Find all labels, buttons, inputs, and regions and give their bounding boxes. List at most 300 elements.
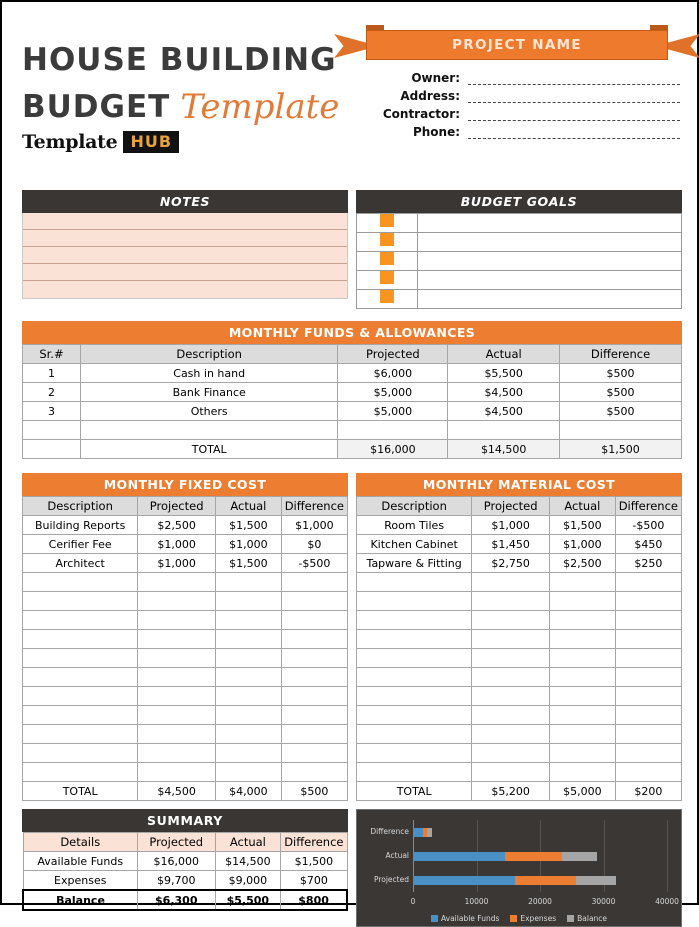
cell-description[interactable]: Room Tiles [357, 516, 472, 535]
cell-difference[interactable] [281, 668, 347, 687]
field-owner-label: Owner: [411, 71, 460, 85]
total-actual: $5,000 [550, 782, 616, 801]
cell-actual[interactable] [550, 649, 616, 668]
cell-description[interactable] [357, 725, 472, 744]
table-row-blank[interactable] [357, 706, 682, 725]
cell-projected[interactable] [472, 611, 550, 630]
table-row-blank[interactable] [23, 744, 348, 763]
cell-description[interactable] [23, 687, 138, 706]
cell-difference[interactable]: $1,000 [281, 516, 347, 535]
cell-projected[interactable] [138, 744, 216, 763]
cell-actual[interactable]: $4,500 [448, 402, 560, 421]
cell-actual[interactable]: $5,500 [448, 364, 560, 383]
table-row-blank[interactable] [23, 611, 348, 630]
cell-description[interactable] [23, 649, 138, 668]
budget-goals-title: BUDGET GOALS [356, 190, 682, 213]
notes-row[interactable] [23, 247, 347, 264]
cell-projected: $9,700 [138, 871, 216, 891]
cell-description[interactable]: Bank Finance [80, 383, 338, 402]
table-row[interactable] [23, 383, 682, 402]
chart-legend-label: Available Funds [440, 914, 500, 923]
col-header-difference: Difference [615, 497, 681, 516]
col-header-details: Details [23, 833, 138, 852]
summary-header-row [23, 833, 347, 852]
cell-description[interactable]: Tapware & Fitting [357, 554, 472, 573]
cell-actual[interactable] [216, 573, 282, 592]
chart-bar-segment [427, 828, 432, 837]
chart-legend-swatch [431, 915, 438, 922]
chart-bar-segment [413, 828, 423, 837]
table-row-blank[interactable] [357, 630, 682, 649]
chart-legend-swatch [510, 915, 517, 922]
cell-actual[interactable] [550, 763, 616, 782]
cell-difference[interactable] [615, 668, 681, 687]
cell-description[interactable]: Architect [23, 554, 138, 573]
goal-text-cell[interactable] [418, 214, 682, 233]
fixed-cost-total-row [23, 782, 348, 801]
budget-bar-chart [356, 809, 682, 927]
col-header-projected: Projected [472, 497, 550, 516]
cell-projected[interactable] [472, 725, 550, 744]
goal-text-cell[interactable] [418, 252, 682, 271]
cell-description[interactable] [357, 573, 472, 592]
cell-projected[interactable]: $5,000 [338, 383, 448, 402]
table-row[interactable] [357, 535, 682, 554]
project-info-block [352, 20, 682, 139]
cell-projected[interactable] [472, 706, 550, 725]
cell-description[interactable] [23, 592, 138, 611]
cell-projected[interactable] [138, 611, 216, 630]
table-row-blank[interactable] [357, 573, 682, 592]
total-projected: $5,200 [472, 782, 550, 801]
table-row-blank[interactable] [23, 725, 348, 744]
cell-difference[interactable]: -$500 [615, 516, 681, 535]
field-owner-input[interactable] [468, 72, 680, 85]
cell-projected[interactable] [138, 763, 216, 782]
cell-actual[interactable]: $1,500 [216, 516, 282, 535]
cell-description[interactable]: Cerifier Fee [23, 535, 138, 554]
notes-section [22, 190, 348, 309]
goal-checkbox-cell[interactable] [357, 271, 418, 290]
table-row[interactable] [23, 402, 682, 421]
checkbox-icon[interactable] [380, 252, 394, 265]
table-row-blank[interactable] [23, 706, 348, 725]
cell-difference[interactable] [281, 630, 347, 649]
cell-projected[interactable] [138, 706, 216, 725]
chart-legend-item [510, 914, 556, 923]
cell-difference[interactable]: $500 [560, 402, 682, 421]
col-header-actual: Actual [448, 345, 560, 364]
table-row[interactable] [357, 516, 682, 535]
cell-difference[interactable]: -$500 [281, 554, 347, 573]
chart-gridline [667, 820, 668, 892]
fixed-cost-section [22, 473, 348, 801]
cell-difference[interactable] [281, 725, 347, 744]
cell-projected[interactable]: $2,750 [472, 554, 550, 573]
goal-checkbox-cell[interactable] [357, 290, 418, 309]
cell-difference[interactable] [615, 763, 681, 782]
field-contractor-label: Contractor: [382, 107, 460, 121]
field-phone-input[interactable] [468, 126, 680, 139]
cell-actual[interactable]: $1,500 [550, 516, 616, 535]
chart-legend-item [567, 914, 607, 923]
cell-actual: $14,500 [215, 852, 281, 871]
table-row-blank[interactable] [357, 649, 682, 668]
cell-actual[interactable]: $2,500 [550, 554, 616, 573]
cell-actual[interactable] [216, 668, 282, 687]
cell-difference[interactable]: $500 [560, 383, 682, 402]
cell-difference[interactable] [281, 744, 347, 763]
cell-projected[interactable] [472, 592, 550, 611]
table-row-blank[interactable] [23, 763, 348, 782]
cell-projected: $16,000 [138, 852, 216, 871]
cell-description[interactable]: Others [80, 402, 338, 421]
table-row-blank[interactable] [23, 649, 348, 668]
cell-projected[interactable]: $1,450 [472, 535, 550, 554]
cell-projected[interactable]: $1,000 [138, 554, 216, 573]
chart-category-label: Difference [370, 827, 409, 836]
funds-section [22, 321, 682, 459]
col-header-projected: Projected [338, 345, 448, 364]
checkbox-icon[interactable] [380, 290, 394, 303]
chart-bar-segment [562, 852, 597, 861]
summary-chart-row [22, 809, 682, 927]
cell-actual: $5,500 [215, 890, 281, 910]
cell-difference[interactable] [281, 649, 347, 668]
cell-actual[interactable] [216, 649, 282, 668]
cell-projected[interactable] [138, 687, 216, 706]
chart-x-tick-label: 40000 [655, 897, 679, 906]
cell-difference[interactable] [615, 611, 681, 630]
field-address-label: Address: [400, 89, 460, 103]
cell-difference[interactable] [281, 763, 347, 782]
summary-row-balance [23, 890, 347, 910]
cell-difference[interactable] [615, 630, 681, 649]
template-hub-logo [22, 131, 179, 153]
cell-actual[interactable] [550, 687, 616, 706]
funds-header-row [23, 345, 682, 364]
cell-description[interactable] [80, 421, 338, 440]
table-row-blank[interactable] [357, 668, 682, 687]
table-row-blank[interactable] [357, 763, 682, 782]
cell-description[interactable] [23, 668, 138, 687]
goal-checkbox-cell[interactable] [357, 233, 418, 252]
cell-difference[interactable] [281, 706, 347, 725]
funds-title: MONTHLY FUNDS & ALLOWANCES [22, 321, 682, 344]
cell-projected[interactable]: $2,500 [138, 516, 216, 535]
goal-text-cell[interactable] [418, 271, 682, 290]
cell-difference[interactable]: $250 [615, 554, 681, 573]
chart-bar-segment [505, 852, 562, 861]
project-fields [352, 67, 682, 139]
cell-description[interactable] [357, 649, 472, 668]
table-row-blank[interactable] [23, 687, 348, 706]
notes-row[interactable] [23, 264, 347, 281]
cell-difference[interactable] [615, 573, 681, 592]
cell-actual[interactable] [216, 725, 282, 744]
cell-actual[interactable] [550, 573, 616, 592]
cell-description[interactable] [357, 592, 472, 611]
cell-description[interactable] [23, 744, 138, 763]
chart-bar-segment [515, 876, 577, 885]
chart-x-tick-label: 10000 [464, 897, 489, 906]
cell-sr[interactable]: 2 [23, 383, 81, 402]
cell-actual[interactable] [216, 611, 282, 630]
field-phone-label: Phone: [412, 125, 460, 139]
goal-text-cell[interactable] [418, 233, 682, 252]
col-header-actual: Actual [550, 497, 616, 516]
cell-description[interactable]: Kitchen Cabinet [357, 535, 472, 554]
cell-difference[interactable] [281, 573, 347, 592]
summary-section [22, 809, 348, 927]
cell-difference: $800 [281, 890, 347, 910]
cell-description[interactable] [357, 744, 472, 763]
cell-actual[interactable] [216, 744, 282, 763]
cell-description[interactable] [357, 630, 472, 649]
cell-actual[interactable] [550, 592, 616, 611]
table-row-blank[interactable] [23, 573, 348, 592]
goal-checkbox-cell[interactable] [357, 214, 418, 233]
notes-title: NOTES [22, 190, 348, 213]
cell-projected[interactable] [472, 630, 550, 649]
page-header [22, 20, 682, 190]
table-row-blank[interactable] [23, 592, 348, 611]
cell-projected: $6,300 [138, 890, 216, 910]
table-row-blank[interactable] [357, 611, 682, 630]
ribbon-banner [366, 30, 668, 60]
cell-actual[interactable] [550, 744, 616, 763]
notes-row[interactable] [23, 213, 347, 230]
table-row-blank[interactable] [23, 668, 348, 687]
summary-row-expenses [23, 871, 347, 891]
goal-row [357, 233, 682, 252]
cell-projected[interactable]: $1,000 [138, 535, 216, 554]
chart-legend-swatch [567, 915, 574, 922]
cell-projected[interactable]: $1,000 [472, 516, 550, 535]
total-difference: $200 [615, 782, 681, 801]
cell-projected[interactable] [338, 421, 448, 440]
cell-actual[interactable] [216, 592, 282, 611]
cell-details: Expenses [23, 871, 138, 891]
fixed-cost-title: MONTHLY FIXED COST [22, 473, 348, 496]
notes-goals-row [22, 190, 682, 309]
chart-legend [357, 914, 681, 923]
summary-table [22, 832, 348, 911]
budget-goals-table [356, 213, 682, 309]
cell-actual[interactable] [550, 706, 616, 725]
goal-row [357, 290, 682, 309]
chart-category-label: Actual [385, 851, 409, 860]
fixed-cost-table [22, 496, 348, 801]
cell-sr[interactable]: 1 [23, 364, 81, 383]
material-cost-table [356, 496, 682, 801]
cell-difference[interactable]: $450 [615, 535, 681, 554]
goal-text-cell[interactable] [418, 290, 682, 309]
cell-projected[interactable]: $5,000 [338, 402, 448, 421]
cell-description[interactable] [23, 630, 138, 649]
cell-projected[interactable] [472, 668, 550, 687]
cell-actual[interactable]: $4,500 [448, 383, 560, 402]
brand-block [22, 20, 352, 153]
table-row[interactable] [23, 421, 682, 440]
cell-projected[interactable] [472, 649, 550, 668]
cell-details: Balance [23, 890, 138, 910]
summary-title: SUMMARY [22, 809, 348, 832]
goal-checkbox-cell[interactable] [357, 252, 418, 271]
cell-difference[interactable] [615, 744, 681, 763]
cell-projected[interactable] [138, 725, 216, 744]
checkbox-icon[interactable] [380, 214, 394, 227]
chart-legend-label: Expenses [520, 914, 557, 923]
total-label: TOTAL [23, 782, 138, 801]
col-header-actual: Actual [216, 497, 282, 516]
col-header-description: Description [357, 497, 472, 516]
checkbox-icon[interactable] [380, 271, 394, 284]
chart-plot-area [357, 810, 681, 926]
cell-projected[interactable] [138, 573, 216, 592]
page-title-script: Template [180, 86, 340, 127]
cell-description[interactable]: Building Reports [23, 516, 138, 535]
table-row-blank[interactable] [357, 725, 682, 744]
project-name-ribbon [366, 30, 668, 58]
total-projected: $16,000 [338, 440, 448, 459]
total-label: TOTAL [80, 440, 338, 459]
col-header-sr: Sr.# [23, 345, 81, 364]
cell-description[interactable] [23, 725, 138, 744]
cell-description[interactable] [23, 763, 138, 782]
goal-row [357, 252, 682, 271]
cell-actual[interactable]: $1,500 [216, 554, 282, 573]
cell-actual[interactable] [550, 725, 616, 744]
table-row-blank[interactable] [23, 630, 348, 649]
material-cost-section [356, 473, 682, 801]
cell-projected[interactable] [138, 668, 216, 687]
cell-difference[interactable] [615, 687, 681, 706]
chart-legend-item [431, 914, 499, 923]
cell-sr[interactable]: 3 [23, 402, 81, 421]
cell-difference[interactable] [615, 649, 681, 668]
total-difference: $1,500 [560, 440, 682, 459]
cell-actual[interactable] [216, 630, 282, 649]
cell-description[interactable] [23, 706, 138, 725]
cell-projected[interactable] [472, 573, 550, 592]
field-contractor-input[interactable] [468, 108, 680, 121]
page-title-line2: BUDGET [22, 88, 171, 125]
cell-actual[interactable]: $1,000 [550, 535, 616, 554]
cell-projected[interactable] [472, 763, 550, 782]
chart-x-tick-label: 20000 [528, 897, 552, 906]
cell-description[interactable]: Cash in hand [80, 364, 338, 383]
cell-projected[interactable] [472, 687, 550, 706]
cell-difference: $700 [281, 871, 347, 891]
cell-actual[interactable] [550, 611, 616, 630]
total-projected: $4,500 [138, 782, 216, 801]
cell-projected[interactable] [138, 592, 216, 611]
ribbon-tail-right-icon [666, 34, 699, 58]
table-row[interactable] [23, 535, 348, 554]
table-row-blank[interactable] [357, 687, 682, 706]
col-header-difference: Difference [560, 345, 682, 364]
cell-actual[interactable] [216, 763, 282, 782]
chart-bar-segment [413, 876, 515, 885]
total-actual: $14,500 [448, 440, 560, 459]
cell-description[interactable] [23, 573, 138, 592]
col-header-description: Description [23, 497, 138, 516]
notes-row[interactable] [23, 230, 347, 247]
fixed-cost-header-row [23, 497, 348, 516]
cell-projected[interactable] [472, 744, 550, 763]
total-spacer [23, 440, 81, 459]
goal-row [357, 214, 682, 233]
cell-description[interactable] [357, 706, 472, 725]
chart-x-tick-label: 30000 [591, 897, 616, 906]
table-row-blank[interactable] [357, 592, 682, 611]
cell-difference[interactable]: $0 [281, 535, 347, 554]
table-row[interactable] [23, 364, 682, 383]
total-label: TOTAL [357, 782, 472, 801]
total-actual: $4,000 [216, 782, 282, 801]
cell-difference: $1,500 [281, 852, 347, 871]
field-address-input[interactable] [468, 90, 680, 103]
cell-projected[interactable] [138, 630, 216, 649]
table-row[interactable] [23, 554, 348, 573]
cell-difference[interactable] [615, 706, 681, 725]
material-cost-header-row [357, 497, 682, 516]
logo-badge: HUB [123, 131, 179, 153]
notes-row[interactable] [23, 281, 347, 298]
cell-difference[interactable] [615, 725, 681, 744]
cell-description[interactable] [357, 611, 472, 630]
cell-projected[interactable] [138, 649, 216, 668]
table-row[interactable] [23, 516, 348, 535]
cell-difference[interactable] [281, 687, 347, 706]
field-phone [352, 121, 682, 139]
cell-projected[interactable]: $6,000 [338, 364, 448, 383]
funds-table [22, 344, 682, 459]
chart-category-label: Projected [373, 875, 409, 884]
checkbox-icon[interactable] [380, 233, 394, 246]
chart-legend-label: Balance [577, 914, 608, 923]
cell-description[interactable] [23, 611, 138, 630]
cell-actual[interactable] [550, 668, 616, 687]
cell-description[interactable] [357, 668, 472, 687]
cell-difference[interactable]: $500 [560, 364, 682, 383]
cell-description[interactable] [357, 687, 472, 706]
cell-difference[interactable] [615, 592, 681, 611]
funds-total-row [23, 440, 682, 459]
cost-tables-row [22, 473, 682, 801]
cell-details: Available Funds [23, 852, 138, 871]
project-name-label: PROJECT NAME [452, 37, 582, 53]
cell-difference[interactable] [281, 592, 347, 611]
cell-actual[interactable] [216, 706, 282, 725]
cell-actual[interactable] [216, 687, 282, 706]
page-title-line1: HOUSE BUILDING [22, 42, 337, 78]
cell-difference[interactable] [281, 611, 347, 630]
cell-actual[interactable] [550, 630, 616, 649]
budget-chart-section [356, 809, 682, 927]
chart-bar-segment [413, 852, 505, 861]
cell-sr[interactable] [23, 421, 81, 440]
cell-actual: $9,000 [215, 871, 281, 891]
summary-row-available-funds [23, 852, 347, 871]
cell-actual[interactable]: $1,000 [216, 535, 282, 554]
cell-difference[interactable] [560, 421, 682, 440]
table-row[interactable] [357, 554, 682, 573]
cell-description[interactable] [357, 763, 472, 782]
cell-actual[interactable] [448, 421, 560, 440]
table-row-blank[interactable] [357, 744, 682, 763]
